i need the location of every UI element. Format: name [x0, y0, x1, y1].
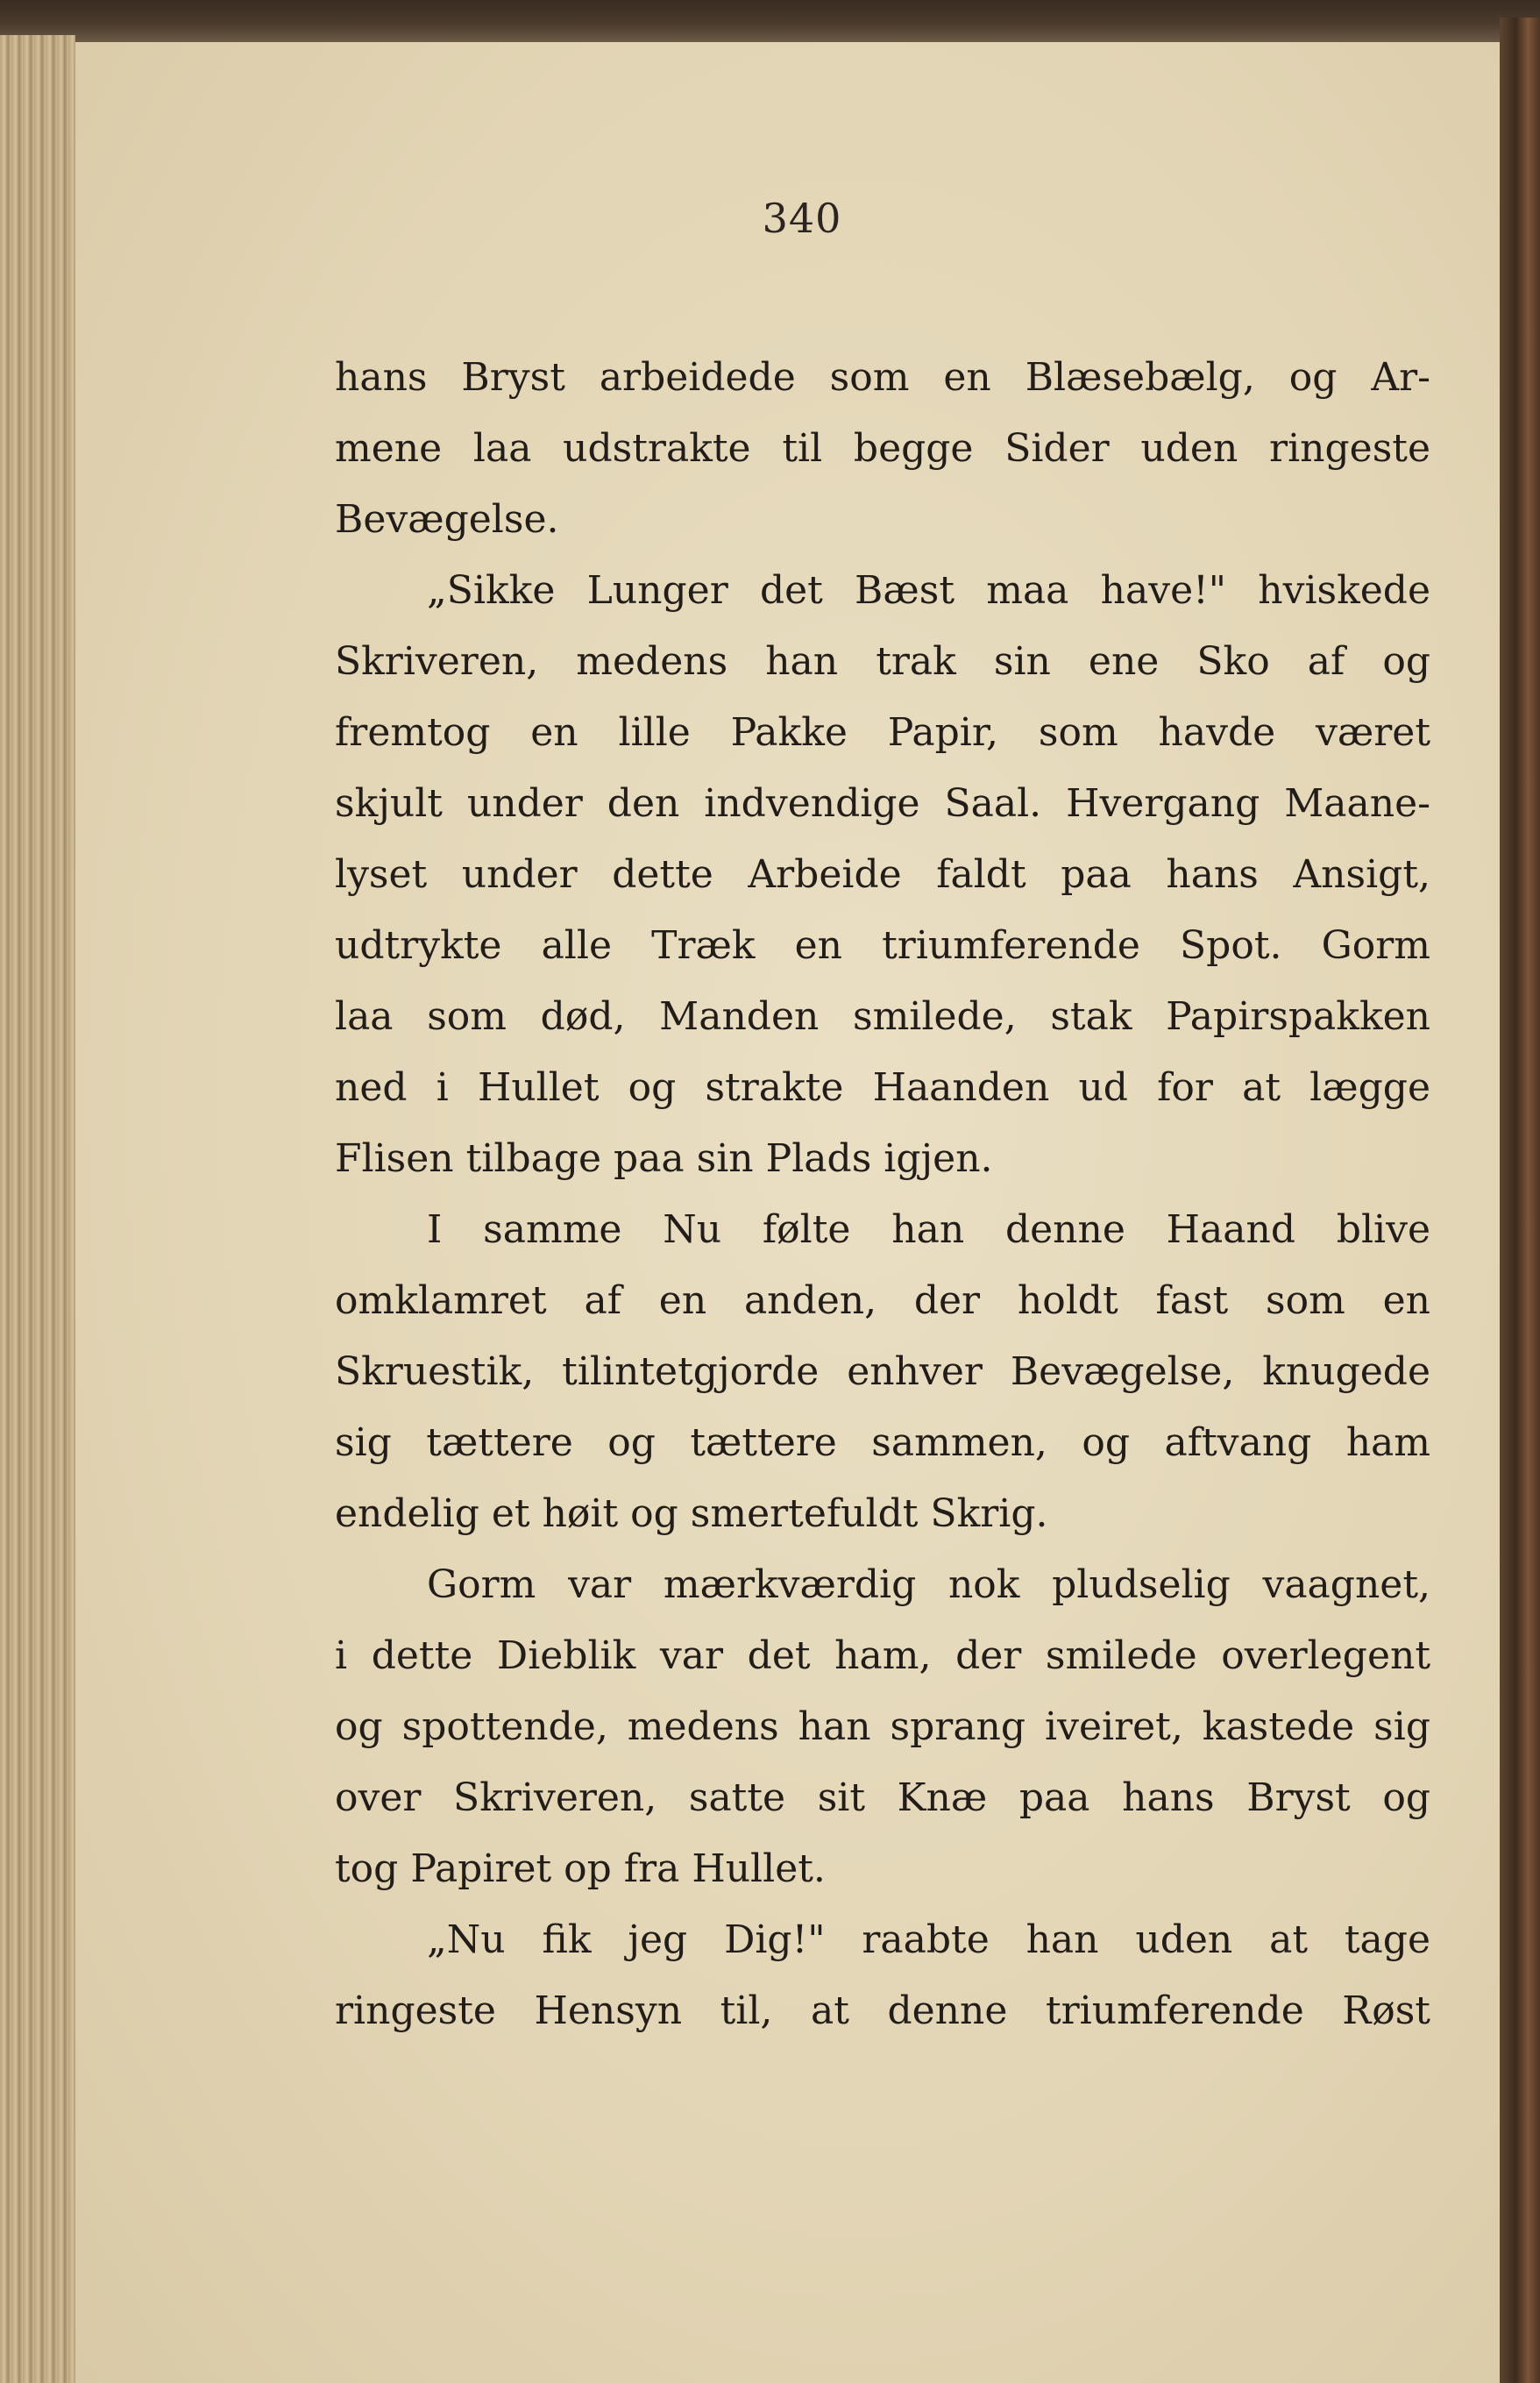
- text-line: i dette Dieblik var det ham, der smilede overlegent: [335, 1633, 1430, 1678]
- book-top-edge: [0, 0, 1540, 42]
- text-line: og spottende, medens han sprang iveiret, kastede sig: [335, 1704, 1430, 1749]
- body-text: [335, 342, 1430, 2046]
- text-line: Flisen tilbage paa sin Plads igjen.: [335, 1136, 993, 1181]
- text-line: ned i Hullet og strakte Haanden ud for at lægge: [335, 1065, 1430, 1110]
- page-number: 340: [762, 195, 842, 242]
- text-line: „Nu fik jeg Dig!" raabte han uden at tage: [427, 1917, 1430, 1962]
- text-line: Bevægelse.: [335, 497, 559, 542]
- text-line: hans Bryst arbeidede som en Blæsebælg, og Ar-: [335, 355, 1430, 400]
- text-line: Gorm var mærkværdig nok pludselig vaagnet,: [427, 1562, 1430, 1607]
- text-line: omklamret af en anden, der holdt fast som en: [335, 1278, 1430, 1323]
- text-line: Skruestik, tilintetgjorde enhver Bevægelse, knugede: [335, 1349, 1430, 1394]
- text-line: ringeste Hensyn til, at denne triumferende Røst: [335, 1988, 1430, 2033]
- text-line: laa som død, Manden smilede, stak Papirspakken: [335, 994, 1430, 1039]
- text-line: endelig et høit og smertefuldt Skrig.: [335, 1491, 1048, 1536]
- text-line: lyset under dette Arbeide faldt paa hans Ansigt,: [335, 852, 1430, 897]
- page-stack-edge: [0, 35, 75, 2383]
- text-line: „Sikke Lunger det Bæst maa have!" hviskede: [427, 568, 1430, 613]
- text-line: skjult under den indvendige Saal. Hvergang Maane-: [335, 781, 1430, 826]
- text-line: over Skriveren, satte sit Knæ paa hans Bryst og: [335, 1775, 1430, 1820]
- text-line: udtrykte alle Træk en triumferende Spot. Gorm: [335, 923, 1430, 968]
- text-line: mene laa udstrakte til begge Sider uden ringeste: [335, 426, 1430, 471]
- text-line: sig tættere og tættere sammen, og aftvang ham: [335, 1420, 1430, 1465]
- text-line: tog Papiret op fra Hullet.: [335, 1846, 826, 1891]
- book-binding-edge: [1500, 18, 1540, 2383]
- text-line: Skriveren, medens han trak sin ene Sko af og: [335, 639, 1430, 684]
- text-line: I samme Nu følte han denne Haand blive: [427, 1207, 1430, 1252]
- text-line: fremtog en lille Pakke Papir, som havde været: [335, 710, 1430, 755]
